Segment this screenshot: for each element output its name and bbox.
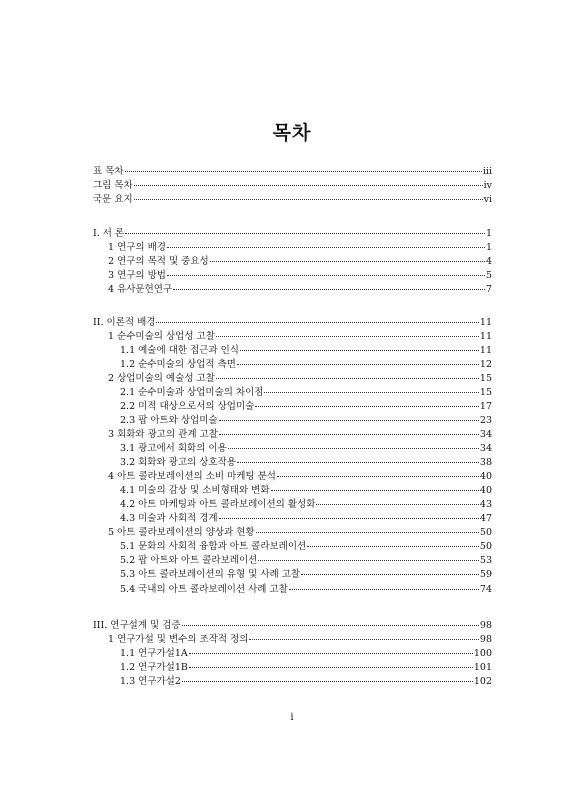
- toc-entry-page: vi: [483, 194, 492, 205]
- leader-dots: [316, 503, 479, 505]
- toc-entry-page: 43: [479, 499, 492, 510]
- toc-entry-label: 3 연구의 방법: [108, 270, 166, 281]
- toc-section[interactable]: [108, 372, 492, 386]
- leader-dots: [255, 405, 479, 407]
- toc-entry-label: 3.1 광고에서 회화의 이용: [120, 443, 227, 454]
- toc-entry-page: 59: [479, 569, 492, 580]
- toc-entry-label: 2 연구의 목적 및 중요성: [108, 256, 209, 267]
- toc-section[interactable]: [108, 269, 492, 283]
- toc-entry-label: III. 연구설계 및 검증: [93, 620, 181, 631]
- toc-subsection[interactable]: [120, 484, 492, 498]
- toc-entry-label: 1 순수미술의 상업성 고찰: [108, 331, 215, 342]
- toc-entry-label: 1.1 연구가설1A: [120, 648, 188, 659]
- toc-entry-page: 12: [479, 359, 492, 370]
- toc-section[interactable]: [108, 255, 492, 269]
- toc-subsection[interactable]: [120, 414, 492, 428]
- toc-entry-label: 4.3 미술과 사회적 경계: [120, 513, 218, 524]
- toc-subsection[interactable]: [120, 498, 492, 512]
- toc-section[interactable]: [108, 428, 492, 442]
- toc-entry-label: 5.3 아트 콜라보레이션의 유형 및 사례 고찰: [120, 569, 301, 580]
- toc-chapter[interactable]: [93, 316, 492, 330]
- toc-entry-label: 5.4 국내의 아트 콜라보레이션 사례 고찰: [120, 584, 288, 595]
- toc-entry-label: 그림 목차: [93, 180, 133, 191]
- toc-subsection[interactable]: [120, 512, 492, 526]
- toc-entry-page: 17: [479, 401, 492, 412]
- toc-entry-page: 74: [479, 584, 492, 595]
- toc-entry-label: 2.3 팝 아트와 상업미술: [120, 415, 218, 426]
- leader-dots: [256, 531, 479, 533]
- toc-entry-label: 국문 요지: [93, 194, 133, 205]
- leader-dots: [189, 666, 473, 668]
- leader-dots: [237, 363, 479, 365]
- leader-dots: [219, 419, 479, 421]
- leader-dots: [182, 624, 479, 626]
- toc-section[interactable]: [108, 470, 492, 484]
- toc-entry-label: 1.2 연구가설1B: [120, 662, 188, 673]
- toc-entry-label: 5.1 문화의 사회적 융합과 아트 콜라보레이션: [120, 541, 307, 552]
- leader-dots: [167, 274, 485, 276]
- toc-subsection[interactable]: [120, 344, 492, 358]
- toc-subsection[interactable]: [120, 386, 492, 400]
- toc-entry-page: 50: [479, 541, 492, 552]
- toc-entry-label: 2.1 순수미술과 상업미술의 차이점: [120, 387, 264, 398]
- toc-subsection[interactable]: [120, 442, 492, 456]
- toc-entry[interactable]: [93, 179, 492, 193]
- toc-subsection[interactable]: [120, 400, 492, 414]
- leader-dots: [167, 246, 485, 248]
- toc-entry-page: 40: [479, 471, 492, 482]
- toc-entry-label: 표 목차: [93, 166, 124, 177]
- toc-entry-page: 5: [485, 270, 492, 281]
- toc-entry-page: 34: [479, 443, 492, 454]
- toc-entry-label: 5 아트 콜라보레이션의 양상과 현황: [108, 527, 255, 538]
- leader-dots: [125, 232, 485, 234]
- leader-dots: [216, 377, 479, 379]
- leader-dots: [237, 461, 479, 463]
- leader-dots: [301, 573, 479, 575]
- toc-subsection[interactable]: [120, 358, 492, 372]
- leader-dots: [289, 588, 479, 590]
- toc-chapter[interactable]: [93, 619, 492, 633]
- toc-entry-page: 101: [473, 662, 492, 673]
- toc-section[interactable]: [108, 526, 492, 540]
- leader-dots: [189, 652, 473, 654]
- toc-entry[interactable]: [93, 193, 492, 207]
- toc-entry-page: 98: [479, 634, 492, 645]
- leader-dots: [182, 680, 473, 682]
- toc-entry-page: 11: [479, 331, 492, 342]
- toc-entry-page: 34: [479, 429, 492, 440]
- leader-dots: [173, 288, 485, 290]
- leader-dots: [258, 559, 479, 561]
- toc-entry-page: 98: [479, 620, 492, 631]
- toc-subsection[interactable]: [120, 675, 492, 689]
- toc-subsection[interactable]: [120, 540, 492, 554]
- toc-entry-label: 1 연구가설 및 변수의 조작적 정의: [108, 634, 249, 645]
- toc-entry-label: 2 상업미술의 예술성 고찰: [108, 373, 215, 384]
- leader-dots: [240, 349, 479, 351]
- toc-entry-label: 1 연구의 배경: [108, 242, 166, 253]
- toc-entry-page: 7: [485, 284, 492, 295]
- toc-entry-label: 3 회화와 광고의 관계 고찰: [108, 429, 218, 440]
- toc-entry-page: 38: [479, 457, 492, 468]
- leader-dots: [125, 170, 482, 172]
- page-number: i: [290, 712, 294, 723]
- toc-entry-page: 23: [479, 415, 492, 426]
- toc-entry-page: 15: [479, 387, 492, 398]
- toc-entry-label: 3.2 회화와 광고의 상호작용: [120, 457, 236, 468]
- toc-entry-page: 11: [479, 317, 492, 328]
- toc-entry-label: 4.1 미술의 감상 및 소비형태와 변화: [120, 485, 270, 496]
- toc-entry-page: 4: [485, 256, 492, 267]
- toc-section[interactable]: [108, 330, 492, 344]
- toc-subsection[interactable]: [120, 661, 492, 675]
- toc-entry-page: iii: [482, 166, 492, 177]
- toc-chapter[interactable]: [93, 227, 492, 241]
- page-title: 목차: [272, 122, 312, 144]
- toc-entry-label: 4.2 아트 마케팅과 아트 콜라보레이션의 활성화: [120, 499, 316, 510]
- toc-entry-page: 1: [485, 228, 492, 239]
- leader-dots: [219, 517, 479, 519]
- toc-entry-label: I. 서 론: [93, 228, 125, 239]
- toc-entry-label: 4 아트 콜라보레이션의 소비 마케팅 분석: [108, 471, 276, 482]
- toc-entry-page: iv: [483, 180, 492, 191]
- toc-entry-page: 53: [479, 555, 492, 566]
- leader-dots: [134, 184, 483, 186]
- toc-entry-label: 2.2 미적 대상으로서의 상업미술: [120, 401, 255, 412]
- leader-dots: [277, 475, 479, 477]
- toc-subsection[interactable]: [120, 456, 492, 470]
- toc-entry-page: 11: [479, 345, 492, 356]
- toc-entry-label: 5.2 팝 아트와 아트 콜라보레이션: [120, 555, 258, 566]
- toc-section[interactable]: [108, 241, 492, 255]
- toc-entry-label: 4 유사문헌연구: [108, 284, 173, 295]
- toc-subsection[interactable]: [120, 554, 492, 568]
- toc-subsection[interactable]: [120, 568, 492, 582]
- leader-dots: [271, 489, 479, 491]
- leader-dots: [249, 638, 478, 640]
- toc-subsection[interactable]: [120, 583, 492, 597]
- toc-entry-page: 50: [479, 527, 492, 538]
- toc-entry[interactable]: [93, 165, 492, 179]
- leader-dots: [216, 335, 479, 337]
- leader-dots: [264, 391, 478, 393]
- toc-entry-page: 40: [479, 485, 492, 496]
- leader-dots: [156, 321, 478, 323]
- toc-section[interactable]: [108, 633, 492, 647]
- toc-entry-label: II. 이론적 배경: [93, 317, 156, 328]
- toc-entry-label: 1.2 순수미술의 상업적 측면: [120, 359, 236, 370]
- leader-dots: [219, 433, 479, 435]
- leader-dots: [307, 545, 479, 547]
- toc-subsection[interactable]: [120, 647, 492, 661]
- toc-entry-page: 15: [479, 373, 492, 384]
- toc-entry-page: 102: [473, 676, 492, 687]
- leader-dots: [134, 198, 483, 200]
- toc-entry-page: 1: [485, 242, 492, 253]
- toc-entry-page: 100: [473, 648, 492, 659]
- toc-section[interactable]: [108, 283, 492, 297]
- toc-entry-page: 47: [479, 513, 492, 524]
- leader-dots: [210, 260, 485, 262]
- toc-entry-label: 1.3 연구가설2: [120, 676, 181, 687]
- toc-entry-label: 1.1 예술에 대한 접근과 인식: [120, 345, 239, 356]
- leader-dots: [228, 447, 479, 449]
